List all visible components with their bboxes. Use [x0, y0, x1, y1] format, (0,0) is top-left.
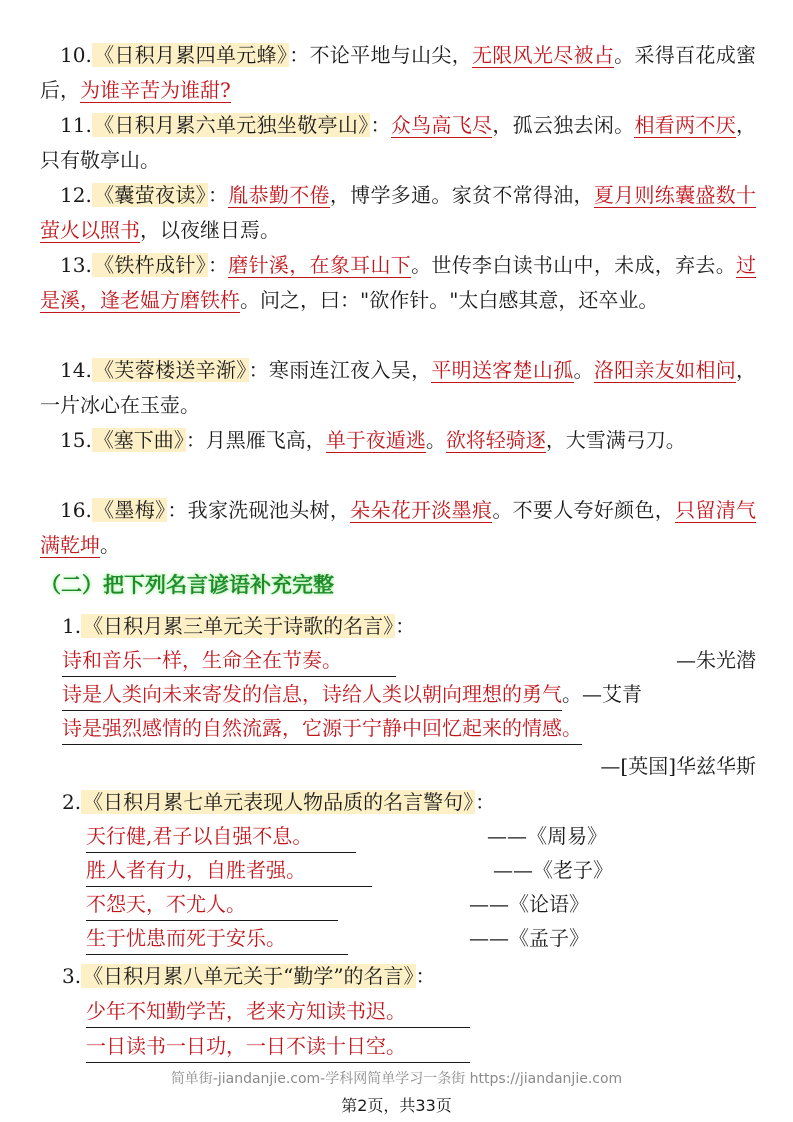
q1-line1: 诗和音乐一样，生命全在节奏。 — [62, 644, 396, 677]
answer-text: 相看两不厌 — [634, 113, 737, 137]
section-heading: （二）把下列名言谚语补充完整 — [40, 572, 334, 597]
poem-title: 《日积月累六单元独坐敬亭山》 — [93, 113, 369, 137]
poem-text: ，只有敬亭山。 — [40, 113, 757, 172]
q3-item-text: 一日读书一日功，一日不读十日空。 — [86, 1030, 470, 1063]
q2-item-source: ——《论语》 — [469, 892, 589, 916]
poem-number: 14. — [60, 358, 92, 382]
answer-text: 为谁辛苦为谁甜? — [80, 78, 231, 102]
poem-number: 16. — [60, 498, 92, 522]
poem-title: 《日积月累四单元蜂》 — [93, 43, 288, 67]
poem-15 — [40, 423, 756, 458]
poem-13 — [40, 248, 756, 318]
q2-item-text: 天行健,君子以自强不息。 — [86, 820, 356, 853]
answer-text: 只留清气满乾坤 — [40, 498, 757, 557]
answer-text: 胤恭勤不倦 — [228, 183, 330, 207]
poem-title: 《墨梅》 — [93, 498, 166, 522]
answer-text: 平明送客楚山孤 — [431, 358, 574, 382]
page-number: 第2页，共33页 — [341, 1096, 452, 1115]
poem-number: 11. — [60, 113, 92, 137]
q2-heading: 2. 《日积月累七单元表现人物品质的名言警句》 ： — [62, 790, 496, 814]
answer-text: 单于夜遁逃 — [325, 428, 426, 452]
q2-item-source: ——《老子》 — [493, 858, 613, 882]
poem-text: ：寒雨连江夜入吴， — [248, 358, 432, 382]
poem-text: 。 — [425, 428, 446, 452]
answer-text: 夏月则练囊盛数十萤火以照书 — [40, 183, 757, 242]
poem-10 — [40, 38, 756, 108]
q1-attr1: —朱光潜 — [676, 648, 756, 672]
poem-11 — [40, 108, 756, 178]
footer-site: 简单街-jiandanjie.com-学科网简单学习一条街 https://jiandanjie.com — [170, 1071, 623, 1087]
poem-text: 。 — [573, 358, 594, 382]
q2-item-source: ——《孟子》 — [469, 926, 589, 950]
q1-line2: 诗是人类向未来寄发的信息，诗给人类以朝向理想的勇气。—艾青 — [62, 678, 642, 711]
q1-heading: 1. 《日积月累三单元关于诗歌的名言》 ： — [62, 614, 416, 638]
q3-item — [86, 995, 470, 1028]
poem-text: ： — [207, 183, 229, 207]
poem-number: 12. — [60, 183, 92, 207]
poem-text: 。世传李白读书山中，未成，弃去。 — [411, 253, 737, 277]
q1-line3: 诗是强烈感情的自然流露，它源于宁静中回忆起来的情感。 — [62, 712, 582, 745]
poem-text: ，大雪满弓刀。 — [545, 428, 686, 452]
q3-heading: 3. 《日积月累八单元关于“勤学”的名言》 ： — [62, 964, 436, 988]
poem-text: ，一片冰心在玉壶。 — [40, 358, 757, 417]
answer-text: 朵朵花开淡墨痕 — [350, 498, 493, 522]
q2-item-text: 不怨天，不尤人。 — [86, 888, 338, 921]
answer-text: 洛阳亲友如相问 — [593, 358, 737, 382]
poem-title: 《塞下曲》 — [93, 428, 184, 452]
q2-title: 《日积月累七单元表现人物品质的名言警句》 — [83, 790, 474, 814]
poem-title: 《铁杵成针》 — [93, 253, 206, 277]
q1-title: 《日积月累三单元关于诗歌的名言》 — [83, 614, 394, 638]
poem-text: ：我家洗砚池头树， — [167, 498, 351, 522]
q2-item-source: ——《周易》 — [487, 824, 607, 848]
poem-text: ：月黑雁飞高， — [185, 428, 326, 452]
q1-attr3: —[英国]华兹华斯 — [600, 754, 756, 778]
poem-title: 《芙蓉楼送辛渐》 — [93, 358, 247, 382]
poem-number: 15. — [60, 428, 92, 452]
q2-item — [86, 820, 356, 853]
poem-text: ，博学多通。家贫不常得油， — [329, 183, 594, 207]
answer-text: 过是溪，逢老媪方磨铁杵 — [40, 253, 757, 312]
poem-text: 。 — [100, 533, 120, 557]
answer-text: 众鸟高飞尽 — [390, 113, 493, 137]
poem-12 — [40, 178, 756, 248]
answer-text: 无限风光尽被占 — [472, 43, 615, 67]
poem-16 — [40, 493, 756, 563]
poem-14 — [40, 353, 756, 423]
poem-number: 13. — [60, 253, 92, 277]
answer-text: 欲将轻骑逐 — [445, 428, 546, 452]
poem-title: 《囊萤夜读》 — [93, 183, 206, 207]
poem-text: ： — [370, 113, 391, 137]
q2-item — [86, 888, 338, 921]
poem-text: 。不要人夸好颜色， — [492, 498, 676, 522]
q2-item — [86, 854, 372, 887]
answer-text: 磨针溪，在象耳山下 — [228, 253, 412, 277]
q2-item-text: 胜人者有力，自胜者强。 — [86, 854, 372, 887]
poem-number: 10. — [60, 43, 92, 67]
poem-text: ，孤云独去闲。 — [492, 113, 635, 137]
poem-text: ： — [207, 253, 229, 277]
q3-item-text: 少年不知勤学苦，老来方知读书迟。 — [86, 995, 470, 1028]
poem-text: 。采得百花成蜜后， — [40, 43, 757, 102]
q2-item — [86, 922, 348, 955]
poem-text: ：不论平地与山尖， — [289, 43, 472, 67]
poem-text: ，以夜继日焉。 — [140, 218, 280, 242]
poem-text: 。问之，曰："欲作针。"太白感其意，还卒业。 — [240, 288, 659, 312]
q3-title: 《日积月累八单元关于“勤学”的名言》 — [83, 964, 414, 988]
q2-item-text: 生于忧患而死于安乐。 — [86, 922, 348, 955]
q3-item — [86, 1030, 470, 1063]
